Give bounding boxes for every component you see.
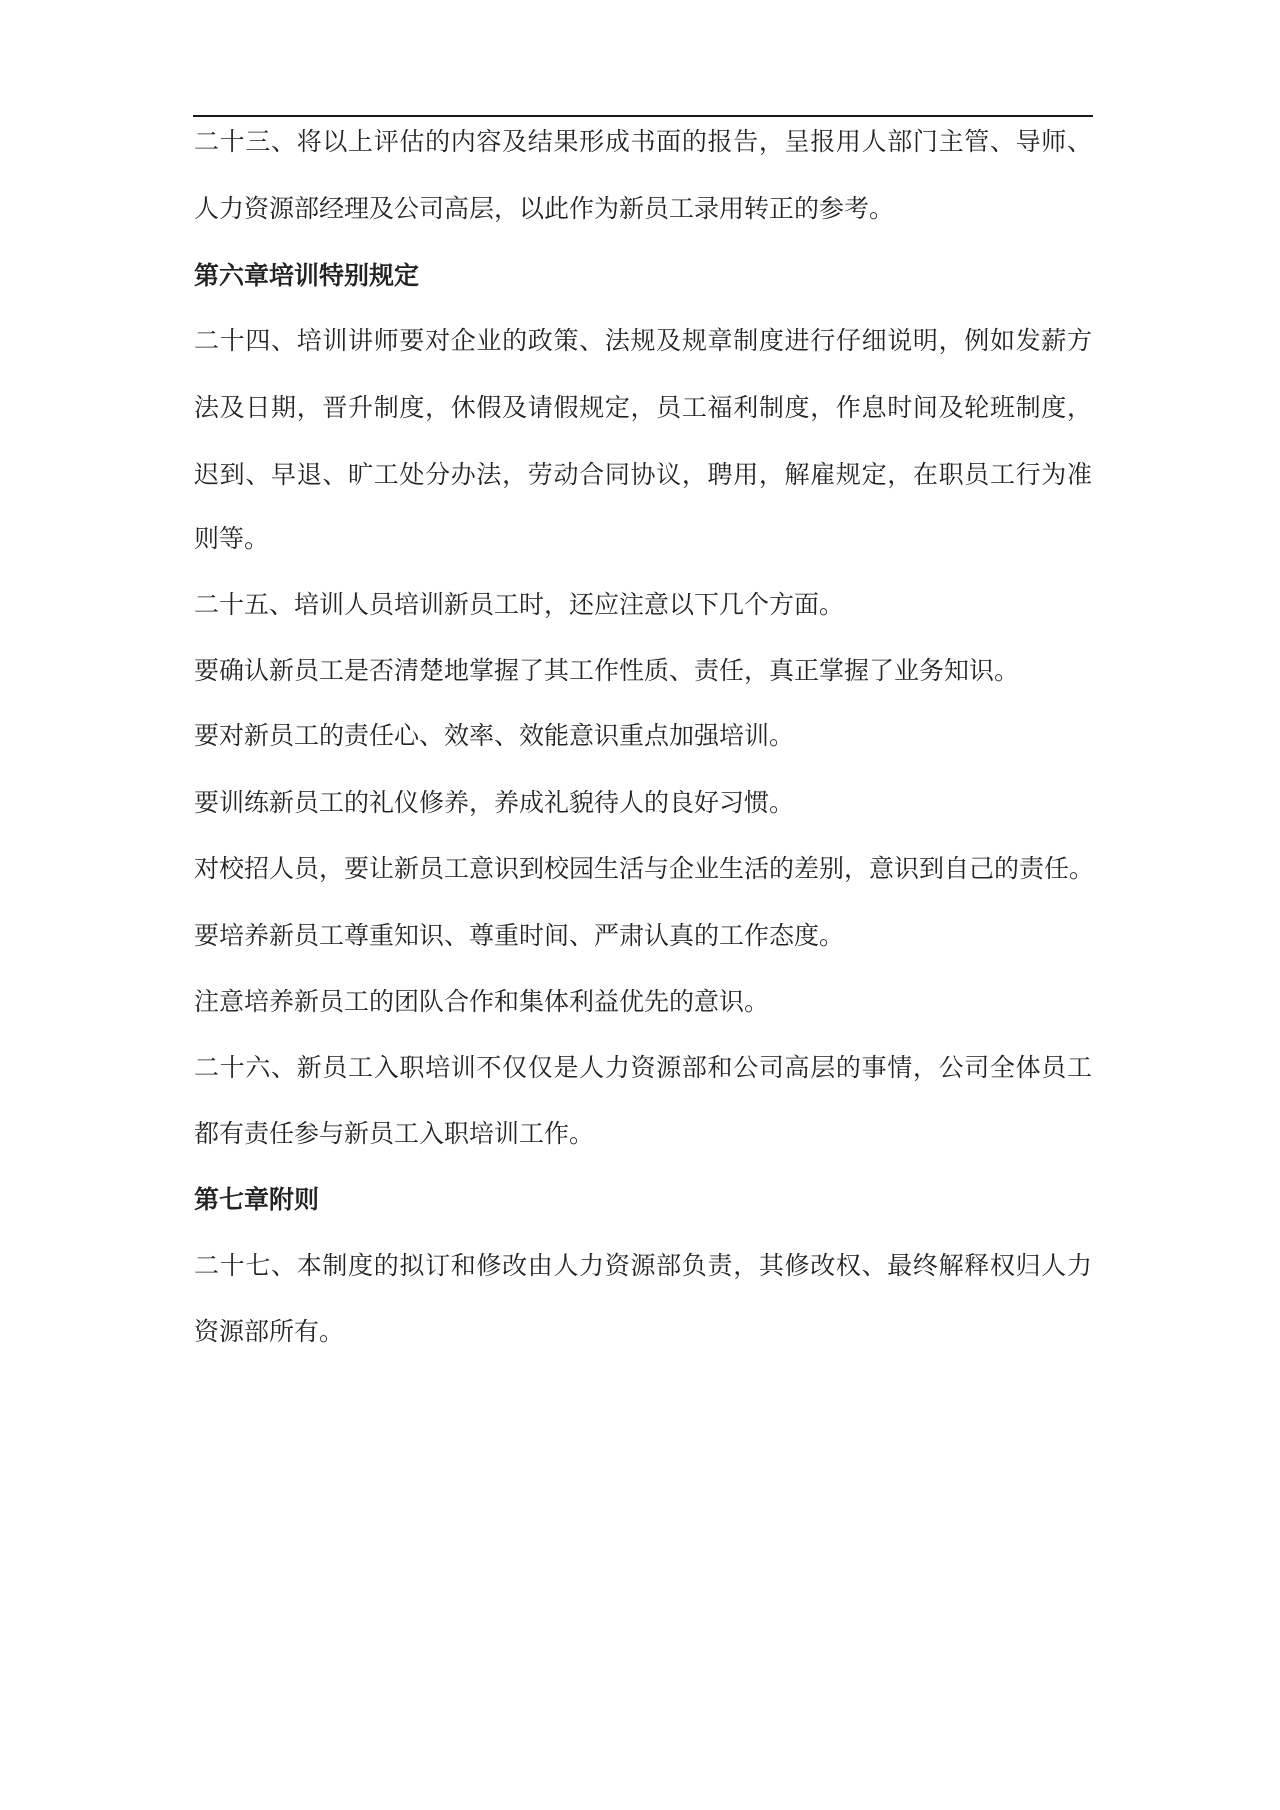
paragraph-25-item-5: 要培养新员工尊重知识、尊重时间、严肃认真的工作态度。: [194, 921, 845, 950]
paragraph-25-item-3: 要训练新员工的礼仪修养，养成礼貌待人的良好习惯。: [194, 788, 795, 817]
paragraph-25-item-6: 注意培养新员工的团队合作和集体利益优先的意识。: [194, 987, 770, 1016]
paragraph-25: 二十五、培训人员培训新员工时，还应注意以下几个方面。: [194, 590, 845, 619]
paragraph-24-line-1: 二十四、培训讲师要对企业的政策、法规及规章制度进行仔细说明，例如发薪方: [194, 326, 1092, 355]
paragraph-25-item-1: 要确认新员工是否清楚地掌握了其工作性质、责任，真正掌握了业务知识。: [194, 656, 1020, 685]
paragraph-27-line-2: 资源部所有。: [194, 1317, 345, 1346]
paragraph-26-line-2: 都有责任参与新员工入职培训工作。: [194, 1119, 595, 1148]
paragraph-26-line-1: 二十六、新员工入职培训不仅仅是人力资源部和公司高层的事情，公司全体员工: [194, 1053, 1092, 1082]
paragraph-25-item-2: 要对新员工的责任心、效率、效能意识重点加强培训。: [194, 721, 795, 750]
paragraph-24-line-3: 迟到、早退、旷工处分办法，劳动合同协议，聘用，解雇规定，在职员工行为准: [194, 460, 1092, 489]
paragraph-27-line-1: 二十七、本制度的拟订和修改由人力资源部负责，其修改权、最终解释权归人力: [194, 1251, 1092, 1280]
header-rule: [193, 115, 1093, 117]
paragraph-25-item-4: 对校招人员，要让新员工意识到校园生活与企业生活的差别，意识到自己的责任。: [194, 854, 1095, 883]
chapter-6-heading: 第六章培训特别规定: [194, 261, 420, 290]
chapter-7-heading: 第七章附则: [194, 1185, 320, 1214]
paragraph-24-line-4: 则等。: [194, 524, 270, 553]
paragraph-23-line-2: 人力资源部经理及公司高层，以此作为新员工录用转正的参考。: [194, 194, 895, 223]
paragraph-23-line-1: 二十三、将以上评估的内容及结果形成书面的报告，呈报用人部门主管、导师、: [194, 127, 1092, 156]
paragraph-24-line-2: 法及日期，晋升制度，休假及请假规定，员工福利制度，作息时间及轮班制度，: [194, 393, 1092, 422]
